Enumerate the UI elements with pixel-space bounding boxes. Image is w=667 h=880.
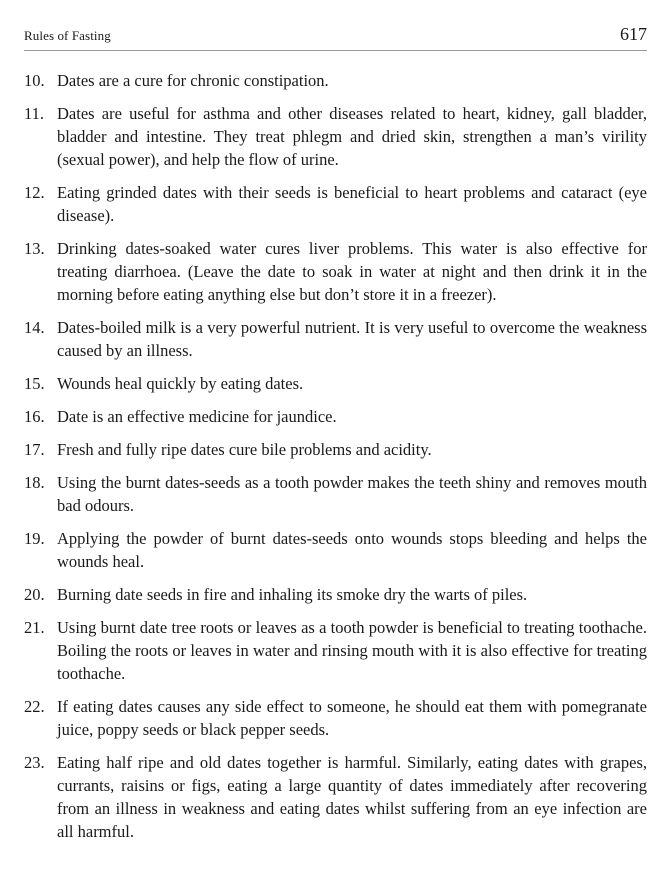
list-item: [24, 616, 647, 685]
page-header: [24, 24, 647, 51]
list-item: [24, 405, 647, 428]
item-text: Eating half ripe and old dates together is harmful. Similarly, eating dates with grapes, currants, raisins or figs, eating a large quantity of dates immediately after recovering from an illness in weakness and eating dates whilst suffering from an eye infection are all harmful.: [57, 753, 647, 841]
list-item: [24, 527, 647, 573]
item-text: Wounds heal quickly by eating dates.: [57, 374, 304, 393]
running-head: Rules of Fasting: [24, 28, 111, 43]
item-number: 21.: [24, 618, 45, 637]
list-item: [24, 181, 647, 227]
item-text: Applying the powder of burnt dates-seeds onto wounds stops bleeding and helps the wounds heal.: [57, 529, 647, 571]
item-number: 16.: [24, 407, 45, 426]
item-text: Using the burnt dates-seeds as a tooth powder makes the teeth shiny and removes mouth bad odours.: [57, 473, 647, 515]
item-text: Dates are useful for asthma and other diseases related to heart, kidney, gall bladder, bladder and intestine. They treat phlegm and dried skin, strengthen a man’s virility (sexual power), and help the flow of urine.: [57, 104, 647, 169]
item-number: 11.: [24, 104, 45, 123]
item-number: 10.: [24, 71, 45, 90]
item-number: 22.: [24, 697, 45, 716]
item-number: 20.: [24, 585, 45, 604]
item-text: Dates-boiled milk is a very powerful nutrient. It is very useful to overcome the weakness caused by an illness.: [57, 318, 647, 360]
item-text: Drinking dates-soaked water cures liver problems. This water is also effective for treating diarrhoea. (Leave the date to soak in water at night and then drink it in the morning before eating anything else but don’t store it in a freezer).: [57, 239, 647, 304]
page-number: 617: [620, 24, 647, 44]
item-number: 19.: [24, 529, 45, 548]
item-text: Fresh and fully ripe dates cure bile problems and acidity.: [57, 440, 432, 459]
item-text: If eating dates causes any side effect to someone, he should eat them with pomegranate juice, poppy seeds or black pepper seeds.: [57, 697, 647, 739]
list-item: [24, 102, 647, 171]
item-text: Burning date seeds in fire and inhaling its smoke dry the warts of piles.: [57, 585, 528, 604]
item-text: Date is an effective medicine for jaundice.: [57, 407, 337, 426]
list-item: [24, 316, 647, 362]
item-text: Eating grinded dates with their seeds is beneficial to heart problems and cataract (eye disease).: [57, 183, 647, 225]
list-item: [24, 583, 647, 606]
list-item: [24, 69, 647, 92]
item-text: Using burnt date tree roots or leaves as a tooth powder is beneficial to treating toothache. Boiling the roots or leaves in water and rinsing mouth with it is also effective for treating toothache.: [57, 618, 647, 683]
item-number: 13.: [24, 239, 45, 258]
item-number: 18.: [24, 473, 45, 492]
item-number: 15.: [24, 374, 45, 393]
list-item: [24, 695, 647, 741]
item-number: 17.: [24, 440, 45, 459]
numbered-list: [24, 69, 647, 853]
item-number: 12.: [24, 183, 45, 202]
item-number: 14.: [24, 318, 45, 337]
list-item: [24, 751, 647, 843]
list-item: [24, 237, 647, 306]
item-text: Dates are a cure for chronic constipation.: [57, 71, 329, 90]
item-number: 23.: [24, 753, 45, 772]
list-item: [24, 438, 647, 461]
list-item: [24, 372, 647, 395]
list-item: [24, 471, 647, 517]
